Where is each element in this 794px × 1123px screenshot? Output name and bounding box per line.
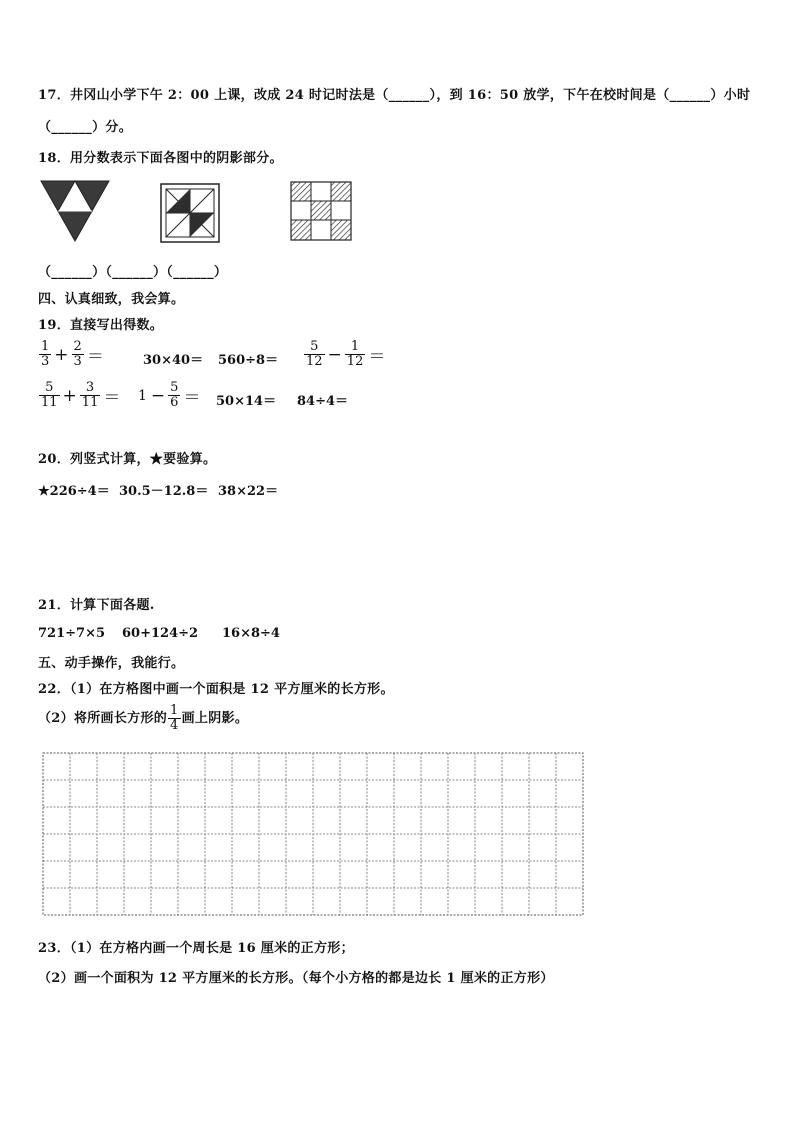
q21-title: 21．计算下面各题. [38, 598, 155, 613]
q18-title: 18．用分数表示下面各图中的阴影部分。 [38, 151, 283, 166]
q19-r1-expr1: $\frac{1}{3}$ + $\frac{2}{3}$ ＝ [41, 339, 104, 369]
q19-title: 19．直接写出得数。 [38, 318, 164, 333]
section5-title: 五、动手操作，我能行。 [38, 656, 185, 671]
q23-part2: （2）画一个面积为 12 平方厘米的长方形。（每个小方格的都是边长 1 厘米的正方形） [38, 971, 554, 986]
q19-r2-expr1: $\frac{5}{11}$ + $\frac{3}{11}$ ＝ [41, 380, 121, 410]
q19-r2-expr2: 1 − $\frac{5}{6}$ ＝ [138, 380, 201, 410]
section4-title: 四、认真细致，我会算。 [38, 292, 185, 307]
q23-part1: 23．（1）在方格内画一个周长是 16 厘米的正方形； [38, 941, 354, 956]
drawing-grid[interactable] [42, 752, 584, 916]
q22-part1: 22．（1）在方格图中画一个面积是 12 平方厘米的长方形。 [38, 682, 394, 697]
q17-line2: （______）分。 [38, 120, 132, 135]
q19-r2-expr4: 84÷4＝ [297, 394, 349, 409]
fraction: $\frac{5}{12}$ [306, 339, 323, 369]
q20-expr3: 38×22＝ [218, 484, 279, 499]
figure-triangle [40, 180, 110, 242]
fraction: $\frac{5}{11}$ [41, 380, 58, 410]
fraction: $\frac{3}{11}$ [81, 380, 99, 410]
q19-r1-expr3: 560÷8＝ [218, 353, 279, 368]
q21-expr1: 721÷7×5 [38, 626, 106, 641]
q20-expr1: ★226÷4＝ [38, 484, 110, 499]
q19-r2-expr3: 50×14＝ [216, 394, 277, 409]
figure-hatched-grid [290, 181, 352, 241]
fraction: $\frac{2}{3}$ [73, 339, 82, 369]
q21-expr3: 16×8÷4 [222, 626, 280, 641]
q22-part2: （2）将所画长方形的 $\frac{1}{4}$ 画上阴影。 [38, 703, 249, 733]
fraction: $\frac{1}{12}$ [346, 339, 364, 369]
fraction: $\frac{1}{3}$ [41, 339, 50, 369]
q18-answer-blanks[interactable]: （______）（______）（______） [38, 265, 228, 280]
q17-line1: 17．井冈山小学下午 2：00 上课，改成 24 时记时法是（______），到 16：50 放学，下午在校时间是（______）小时 [38, 88, 751, 103]
q21-expr2: 60+124÷2 [122, 626, 199, 641]
q20-expr2: 30.5－12.8＝ [119, 484, 209, 499]
q20-title: 20．列竖式计算，★要验算。 [38, 452, 217, 467]
fraction: $\frac{1}{4}$ [170, 703, 179, 733]
q19-r1-expr4: $\frac{5}{12}$ − $\frac{1}{12}$ ＝ [306, 339, 386, 369]
figure-square-pinwheel [160, 183, 220, 243]
fraction: $\frac{5}{6}$ [170, 380, 179, 410]
q19-r1-expr2: 30×40＝ [143, 353, 204, 368]
